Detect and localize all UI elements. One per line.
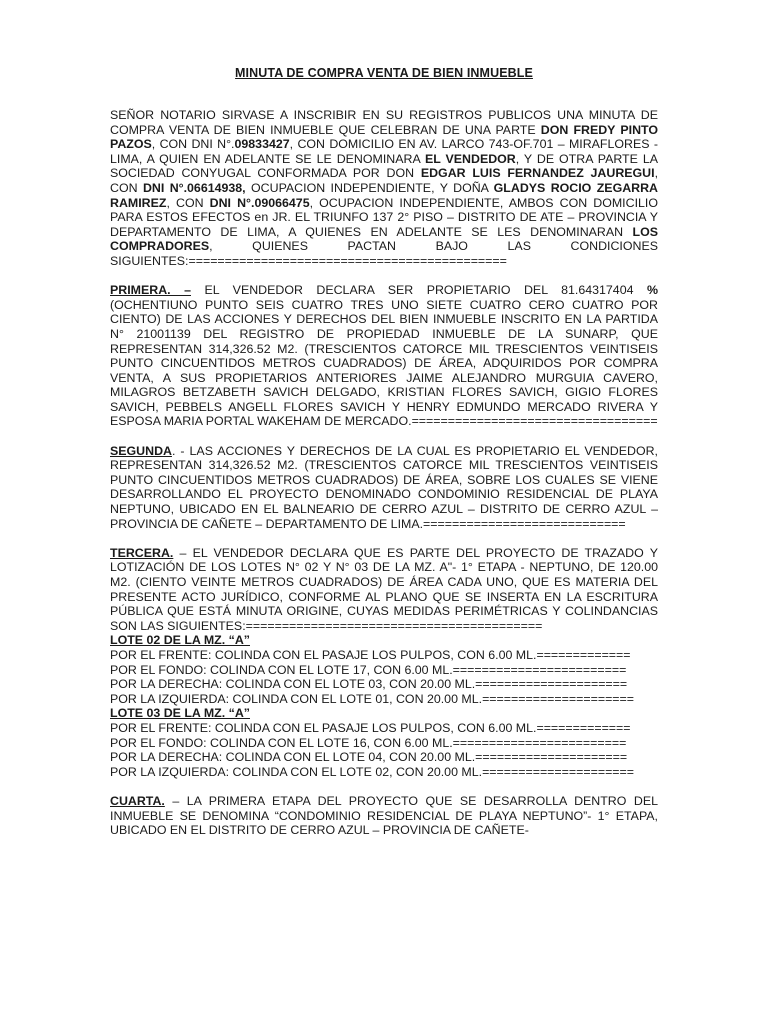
clause-text: EL VENDEDOR DECLARA SER PROPIETARIO DEL 81.64317404 <box>190 283 647 298</box>
lote-02-izquierda: POR LA IZQUIERDA: COLINDA CON EL LOTE 01, CON 20.00 ML.===================== <box>110 691 635 706</box>
intro-text: , Y DE OTRA PARTE LA SOCIEDAD CONYUGAL CONFORMADA POR DON <box>110 151 658 181</box>
buyer-name-2: GLADYS ROCIO ZEGARRA RAMIREZ <box>110 180 658 210</box>
clause-text: (OCHENTIUNO PUNTO SEIS CUATRO TRES UNO SIETE CUATRO CERO CUATRO POR CIENTO) DE LAS ACCIONES Y DERECHOS DEL BIEN INMUEBLE INSCRITO EN LA PARTIDA N° 21001139 DEL REGISTRO DE PROPIEDAD INMUEBLE DE LA SUNARP, QUE REPRESENTAN 314,326.52 M2. (TRESCIENTOS CATORCE MIL TRESCIENTOS VEINTISEIS PUNTO CINCUENTIDOS METROS CUADRADOS) DE ÁREA, ADQUIRIDOS POR COMPRA VENTA, A SUS PROPIETARIOS ANTERIORES JAIME ALEJANDRO MURGUIA CAVERO, MILAGROS BETZABETH SAVICH DELGADO, KRISTIAN FLORES SAVICH, GIGIO FLORES SAVICH, PEBBELS ANGELL FLORES SAVICH Y HENRY EDMUNDO MERCADO RIVERA Y ESPOSA MARIA PORTAL WAKEHAM DE MERCADO.================================== <box>110 297 658 429</box>
lote-03-fondo: POR EL FONDO: COLINDA CON EL LOTE 16, CON 6.00 ML.======================== <box>110 735 627 750</box>
buyers-label: LOS COMPRADORES <box>110 224 658 254</box>
intro-text: OCUPACION INDEPENDIENTE, Y DOÑA <box>245 180 494 195</box>
intro-text: , OCUPACION INDEPENDIENTE, AMBOS CON DOMICILIO PARA ESTOS EFECTOS en JR. EL TRIUNFO 137 2° PISO – DISTRITO DE ATE – PROVINCIA Y DEPARTAMENTO DE LIMA, A QUIENES EN ADELANTE SE LES DENOMINARAN <box>110 195 658 239</box>
lote-03-frente: POR EL FRENTE: COLINDA CON EL PASAJE LOS PULPOS, CON 6.00 ML.============= <box>110 720 631 735</box>
clause-text: – LA PRIMERA ETAPA DEL PROYECTO QUE SE DESARROLLA DENTRO DEL INMUEBLE SE DENOMINA “CONDOMINIO RESIDENCIAL DE PLAYA NEPTUNO”- 1° ETAPA, UBICADO EN EL DISTRITO DE CERRO AZUL – PROVINCIA DE CAÑETE- <box>110 793 658 838</box>
seller-label: EL VENDEDOR <box>424 151 516 166</box>
clause-heading: CUARTA. <box>110 793 165 808</box>
buyer-name-1: EDGAR LUIS FERNANDEZ JAUREGUI <box>420 166 655 181</box>
intro-text: , QUIENES PACTAN BAJO LAS CONDICIONES SIGUIENTES:============================================ <box>110 239 658 268</box>
seller-name: DON FREDY PINTO PAZOS <box>110 122 659 152</box>
clause-text: – EL VENDEDOR DECLARA QUE ES PARTE DEL PROYECTO DE TRAZADO Y LOTIZACIÓN DE LOS LOTES N° 02 Y N° 03 DE LA MZ. A"- 1° ETAPA - NEPTUNO, DE 120.00 M2. (CIENTO VEINTE METROS CUADRADOS) DE ÁREA CADA UNO, QUE ES MATERIA DEL PRESENTE ACTO JURÍDICO, CONFORME AL PLANO QUE SE INSERTA EN LA ESCRITURA PÚBLICA QUE ESTÁ MINUTA ORIGINE, CUYAS MEDIDAS PERIMÉTRICAS Y COLINDANCIAS SON LAS SIGUIENTES:========================================= <box>110 545 658 633</box>
clause-heading: SEGUNDA <box>110 443 172 458</box>
clause-heading: PRIMERA. – <box>110 283 191 298</box>
lote-02-heading: LOTE 02 DE LA MZ. “A” <box>110 633 250 648</box>
clause-percent-sign: % <box>646 283 659 298</box>
lote-02-fondo: POR EL FONDO: COLINDA CON EL LOTE 17, CON 6.00 ML.======================== <box>110 662 627 677</box>
clause-segunda <box>110 444 658 532</box>
intro-text: , CON DNI N°. <box>151 137 235 152</box>
clause-heading: TERCERA. <box>110 545 174 560</box>
buyer-dni-1: DNI N°.06614938, <box>142 180 246 195</box>
lote-02-derecha: POR LA DERECHA: COLINDA CON EL LOTE 03, CON 20.00 ML.===================== <box>110 677 628 692</box>
intro-paragraph <box>110 108 658 269</box>
lote-02-frente: POR EL FRENTE: COLINDA CON EL PASAJE LOS PULPOS, CON 6.00 ML.============= <box>110 647 631 662</box>
paragraph-gap <box>110 269 658 284</box>
clause-cuarta <box>110 794 658 838</box>
paragraph-gap <box>110 531 658 546</box>
lote-03-heading: LOTE 03 DE LA MZ. “A” <box>110 706 250 721</box>
lote-03-izquierda: POR LA IZQUIERDA: COLINDA CON EL LOTE 02, CON 20.00 ML.===================== <box>110 764 635 779</box>
intro-text: , CON <box>110 166 659 195</box>
document-title: MINUTA DE COMPRA VENTA DE BIEN INMUEBLE <box>235 66 533 80</box>
buyer-dni-2: DNI N°.09066475 <box>209 195 310 210</box>
intro-text: SEÑOR NOTARIO SIRVASE A INSCRIBIR EN SU REGISTROS PUBLICOS UNA MINUTA DE COMPRA VENTA DE BIEN INMUEBLE QUE CELEBRAN DE UNA PARTE <box>110 108 658 137</box>
paragraph-gap <box>110 779 658 794</box>
intro-text: , CON DOMICILIO EN AV. LARCO 743-OF.701 – MIRAFLORES - LIMA, A QUIEN EN ADELANTE SE LE DENOMINARA <box>110 137 658 166</box>
paragraph-gap <box>110 429 658 444</box>
lote-03-derecha: POR LA DERECHA: COLINDA CON EL LOTE 04, CON 20.00 ML.===================== <box>110 750 628 765</box>
clause-primera <box>110 283 658 429</box>
intro-text: , CON <box>166 195 210 210</box>
seller-dni: 09833427 <box>234 137 290 152</box>
clause-text: . - LAS ACCIONES Y DERECHOS DE LA CUAL ES PROPIETARIO EL VENDEDOR, REPRESENTAN 314,326.52 M2. (TRESCIENTOS CATORCE MIL TRESCIENTOS VEINTISEIS PUNTO CINCUENTIDOS METROS CUADRADOS) DE ÁREA, SOBRE LOS CUALES SE VIENE DESARROLLANDO EL PROYECTO DENOMINADO CONDOMINIO RESIDENCIAL DE PLAYA NEPTUNO, UBICADO EN EL BALNEARIO DE CERRO AZUL – DISTRITO DE CERRO AZUL – PROVINCIA DE CAÑETE – DEPARTAMENTO DE LIMA.============================ <box>110 443 658 531</box>
clause-tercera <box>110 546 658 634</box>
document-body <box>110 108 658 838</box>
